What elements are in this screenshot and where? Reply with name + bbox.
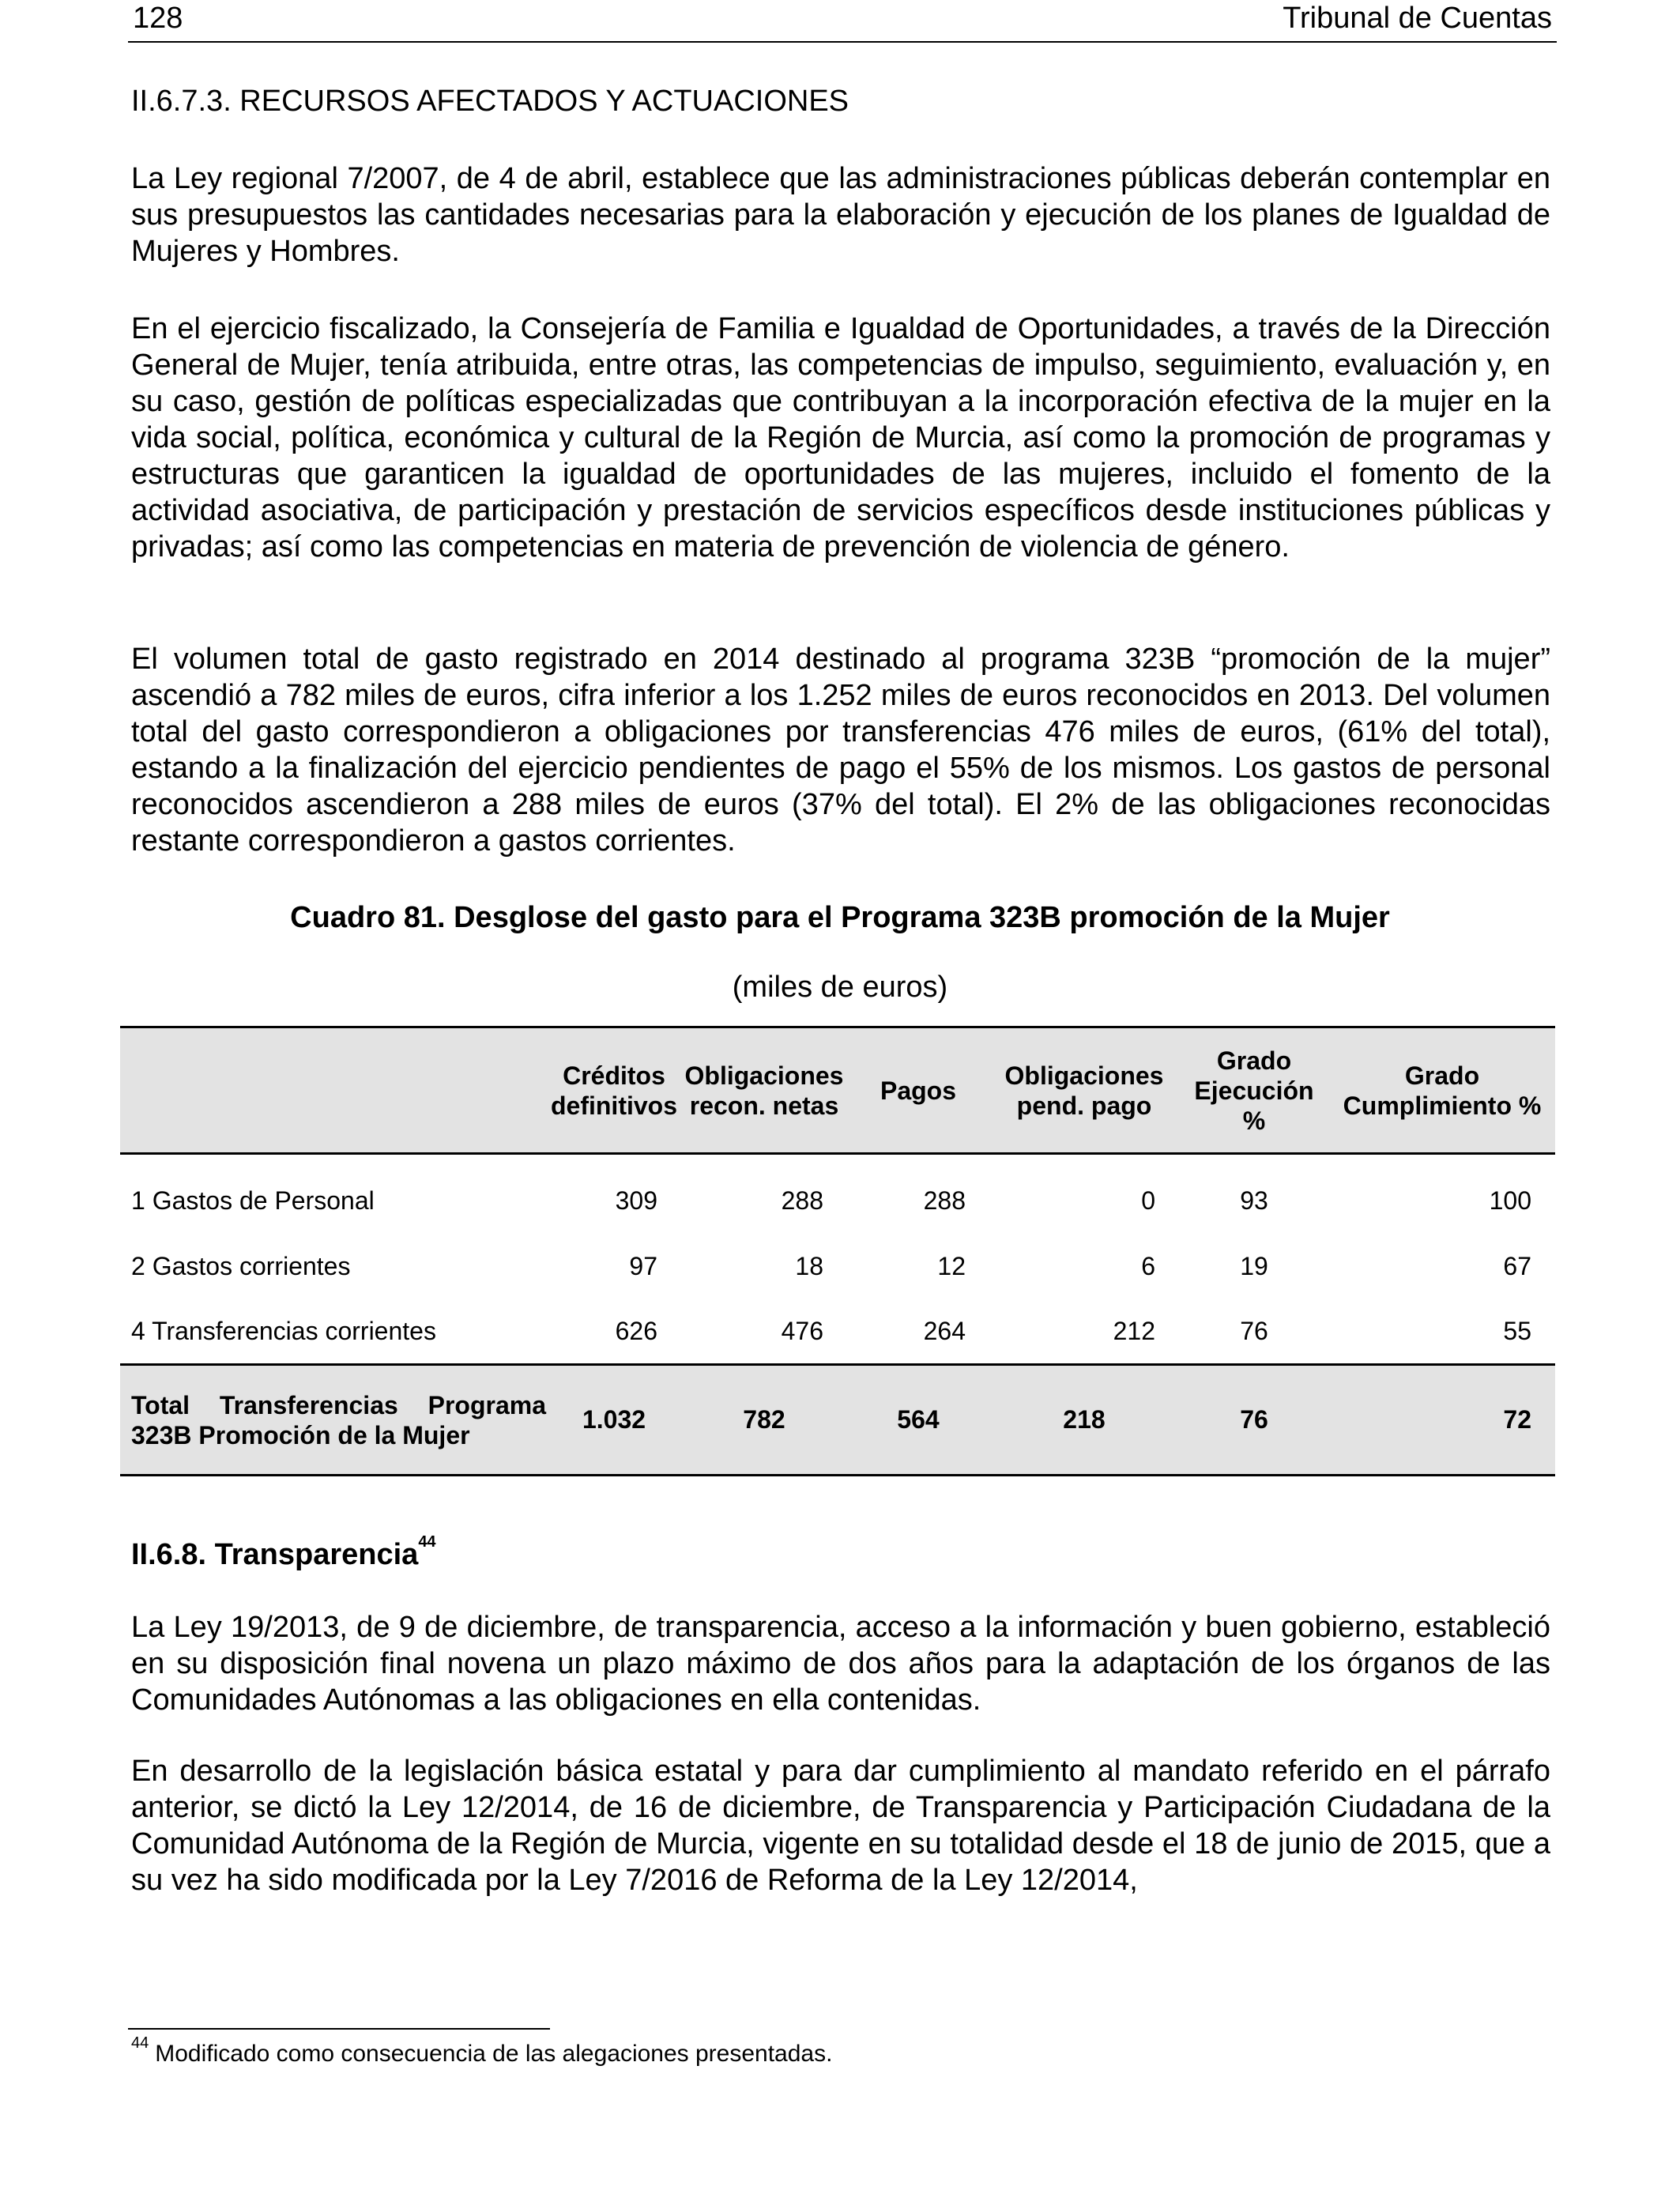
expense-table — [120, 1026, 1555, 1476]
header-pagos: Pagos — [847, 1027, 989, 1154]
header-cell-empty — [120, 1027, 547, 1154]
paragraph-4: La Ley 19/2013, de 9 de diciembre, de transparencia, acceso a la información y buen gobierno, estableció en su disposición final novena un plazo máximo de dos años para la adaptación de los órganos de las Comunidades Autónomas a las obligaciones en ella contenidas. — [131, 1611, 1550, 1717]
total-cumplimiento: 72 — [1503, 1405, 1531, 1434]
footnote-divider — [128, 2028, 550, 2030]
section-title: II.6.7.3. RECURSOS AFECTADOS Y ACTUACIONES — [131, 85, 849, 118]
paragraph-1: La Ley regional 7/2007, de 4 de abril, establece que las administraciones públicas deberán contemplar en sus presupuestos las cantidades necesarias para la elaboración y ejecución de los planes de Igualdad de Mujeres y Hombres. — [131, 162, 1550, 268]
paragraph-5: En desarrollo de la legislación básica estatal y para dar cumplimiento al mandato referido en el párrafo anterior, se dictó la Ley 12/2014, de 16 de diciembre, de Transparencia y Participación Ciudadana de la Comunidad Autónoma de la Región de Murcia, vigente en su totalidad desde el 18 de junio de 2015, que a su vez ha sido modificada por la Ley 7/2016 de Reforma de la Ley 12/2014, — [131, 1755, 1550, 1897]
cell-obligaciones: 288 — [781, 1186, 823, 1215]
table-caption: Cuadro 81. Desglose del gasto para el Programa 323B promoción de la Mujer — [290, 901, 1390, 934]
cell-ejecucion: 93 — [1240, 1186, 1268, 1215]
table-row — [120, 1168, 1555, 1234]
section2-title — [131, 1533, 436, 1572]
header-creditos: Créditos definitivos — [547, 1027, 681, 1154]
table-row — [120, 1299, 1555, 1365]
page-header — [128, 0, 1557, 43]
footnote-number: 44 — [131, 2034, 149, 2052]
total-ejecucion: 76 — [1240, 1405, 1268, 1434]
row-label: 2 Gastos corrientes — [131, 1251, 351, 1280]
table-row — [120, 1234, 1555, 1299]
table-subtitle: (miles de euros) — [732, 971, 948, 1004]
cell-cumplimiento: 67 — [1503, 1251, 1531, 1280]
cell-pagos: 12 — [937, 1251, 966, 1280]
header-obligaciones: Obligaciones recon. netas — [681, 1027, 847, 1154]
row-label: 4 Transferencias corrientes — [131, 1316, 436, 1345]
cell-obligaciones: 18 — [795, 1251, 823, 1280]
page-number: 128 — [133, 2, 183, 35]
cell-ejecucion: 76 — [1240, 1316, 1268, 1345]
header-organization: Tribunal de Cuentas — [1283, 2, 1552, 35]
cell-pagos: 264 — [923, 1316, 966, 1345]
cell-obligaciones: 476 — [781, 1316, 823, 1345]
total-pagos: 564 — [897, 1405, 940, 1434]
total-label: Total Transferencias Programa 323B Promoción de la Mujer — [131, 1390, 546, 1449]
section2-title-text: II.6.8. Transparencia — [131, 1538, 419, 1571]
cell-pagos: 288 — [923, 1186, 966, 1215]
header-pend-pago: Obligaciones pend. pago — [989, 1027, 1179, 1154]
cell-pend-pago: 212 — [1113, 1316, 1155, 1345]
cell-cumplimiento: 55 — [1503, 1316, 1531, 1345]
cell-ejecucion: 19 — [1240, 1251, 1268, 1280]
cell-creditos: 309 — [615, 1186, 657, 1215]
footnote-ref[interactable]: 44 — [418, 1533, 436, 1551]
paragraph-2: En el ejercicio fiscalizado, la Consejería de Familia e Igualdad de Oportunidades, a través de la Dirección General de Mujer, tenía atribuida, entre otras, las competencias de impulso, seguimiento, evaluación y, en su caso, gestión de políticas especializadas que contribuyan a la incorporación efectiva de la mujer en la vida social, política, económica y cultural de la Región de Murcia, así como la promoción de programas y estructuras que garanticen la igualdad de oportunidades de las mujeres, incluido el fomento de la actividad asociativa, de participación y prestación de servicios específicos desde instituciones públicas y privadas; así como las competencias en materia de prevención de violencia de género. — [131, 312, 1550, 564]
total-creditos: 1.032 — [582, 1405, 646, 1434]
cell-pend-pago: 0 — [1141, 1186, 1155, 1215]
cell-creditos: 626 — [615, 1316, 657, 1345]
total-pend-pago: 218 — [1063, 1405, 1106, 1434]
cell-pend-pago: 6 — [1141, 1251, 1155, 1280]
cell-cumplimiento: 100 — [1489, 1186, 1531, 1215]
total-obligaciones: 782 — [743, 1405, 785, 1434]
footnote — [131, 2034, 833, 2068]
cell-creditos: 97 — [629, 1251, 657, 1280]
row-label: 1 Gastos de Personal — [131, 1186, 375, 1215]
paragraph-3: El volumen total de gasto registrado en 2014 destinado al programa 323B “promoción de la mujer” ascendió a 782 miles de euros, cifra inferior a los 1.252 miles de euros reconocidos en 2013. Del volumen total del gasto correspondieron a obligaciones por transferencias 476 miles de euros, (61% del total), estando a la finalización del ejercicio pendientes de pago el 55% de los mismos. Los gastos de personal reconocidos ascendieron a 288 miles de euros (37% del total). El 2% de las obligaciones reconocidas restante correspondieron a gastos corrientes. — [131, 643, 1550, 858]
table-total-row — [120, 1365, 1555, 1476]
header-grado-cumplimiento: Grado Cumplimiento % — [1329, 1027, 1555, 1154]
header-grado-ejecucion: Grado Ejecución % — [1179, 1027, 1329, 1154]
footnote-text: Modificado como consecuencia de las alegaciones presentadas. — [155, 2041, 833, 2067]
table-header-row — [120, 1027, 1555, 1154]
